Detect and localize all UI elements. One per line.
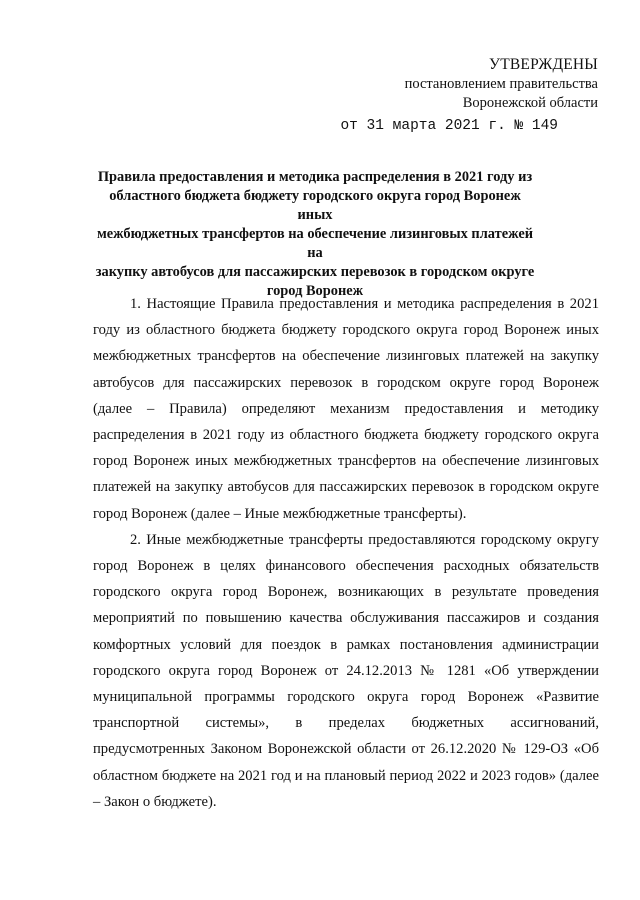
- decree-number: от 31 марта 2021 г. № 149: [340, 118, 558, 134]
- document-title: [95, 168, 535, 301]
- paragraph-2: 2. Иные межбюджетные трансферты предоставляются городскому округу город Воронеж в целях финансового обеспечения расходных обязательств городского округа город Воронеж, возникающих в результате проведения мероприятий по повышению качества обслуживания пассажиров и создания комфортных условий для поездок в рамках постановления администрации городского округа город Воронеж от 24.12.2013 № 1281 «Об утверждении муниципальной программы городского округа город Воронеж «Развитие транспортной системы», в пределах бюджетных ассигнований, предусмотренных Законом Воронежской области от 26.12.2020 № 129-ОЗ «Об областном бюджете на 2021 год и на плановый период 2022 и 2023 годов» (далее – Закон о бюджете).: [93, 531, 599, 810]
- title-line-5: город Воронеж: [266, 283, 364, 299]
- approval-stamp: [340, 55, 598, 136]
- document-body: [93, 291, 599, 815]
- approval-heading: УТВЕРЖДЕНЫ: [489, 56, 598, 73]
- title-line-1: Правила предоставления и методика распределения в 2021 году из: [97, 169, 533, 185]
- title-line-4: закупку автобусов для пассажирских перевозок в городском округе: [95, 264, 535, 280]
- title-line-3: межбюджетных трансфертов на обеспечение лизинговых платежей на: [96, 226, 534, 261]
- approval-line-1: постановлением правительства: [404, 76, 598, 92]
- approval-line-2: Воронежской области: [462, 94, 598, 111]
- title-line-2: областного бюджета бюджету городского округа город Воронеж иных: [109, 188, 521, 223]
- paragraph-1: 1. Настоящие Правила предоставления и методика распределения в 2021 году из областного бюджета бюджету городского округа город Воронеж иных межбюджетных трансфертов на обеспечение лизинговых платежей на закупку автобусов для пассажирских перевозок в городском округе город Воронеж (далее – Правила) определяют механизм предоставления и методику распределения в 2021 году из областного бюджета бюджету городского округа город Воронеж иных межбюджетных трансфертов на обеспечение лизинговых платежей на закупку автобусов для пассажирских перевозок в городском округе город Воронеж (далее – Иные межбюджетные трансферты).: [93, 296, 599, 522]
